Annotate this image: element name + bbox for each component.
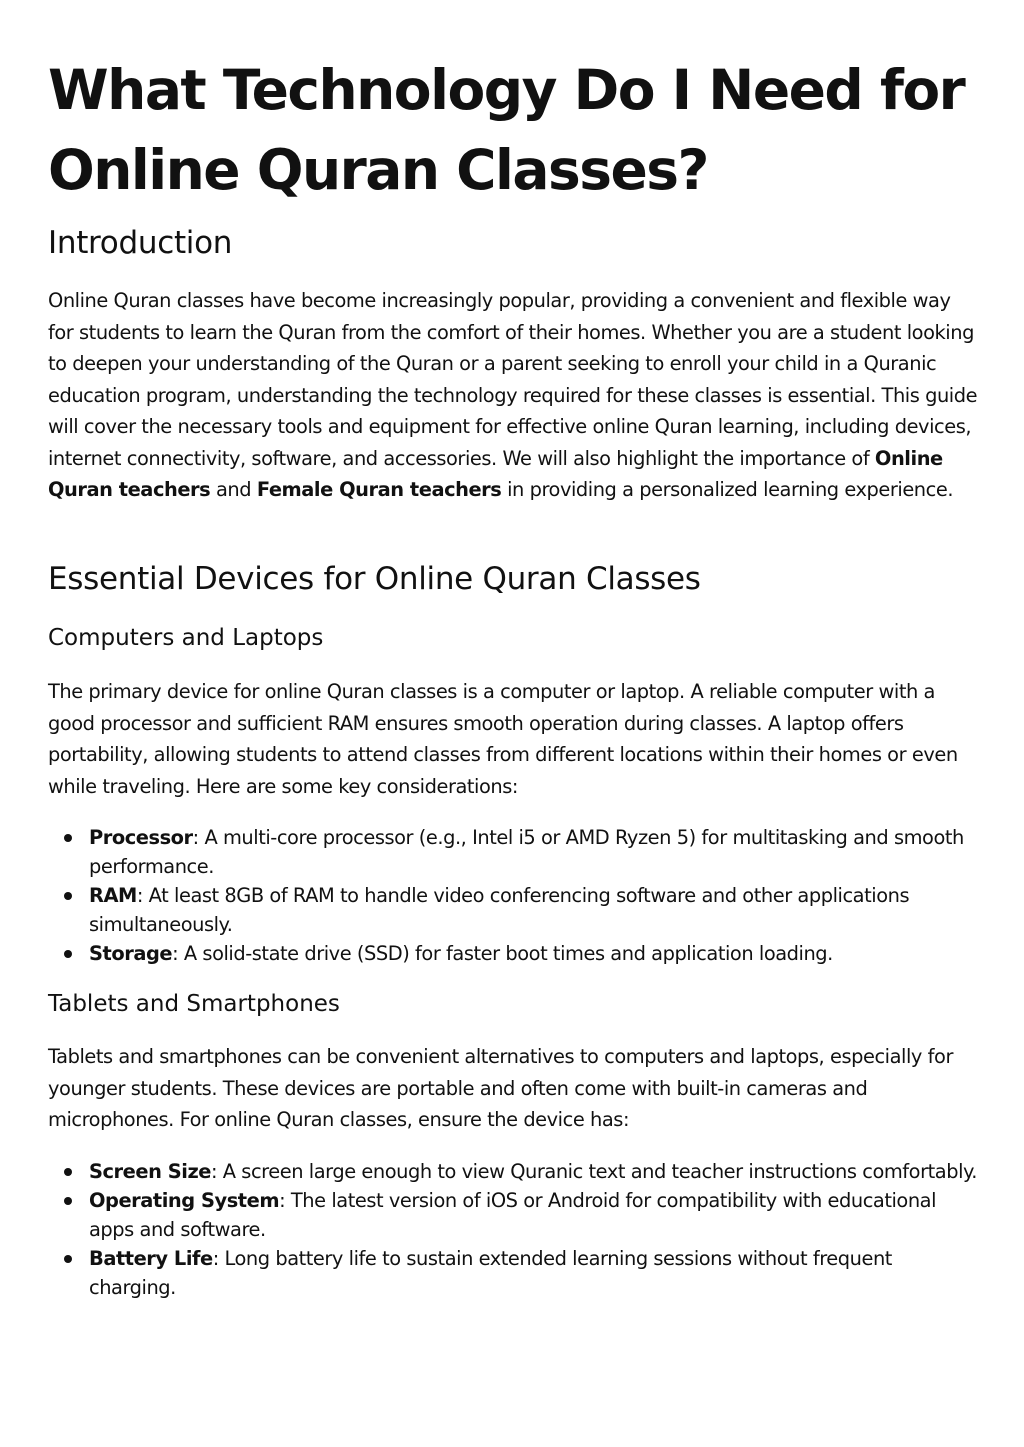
- bullet-icon: [64, 892, 72, 900]
- computers-laptops-heading: Computers and Laptops: [48, 625, 324, 651]
- list-item-term: Operating System: [89, 1189, 280, 1212]
- computers-paragraph: The primary device for online Quran classes is a computer or laptop. A reliable computer with a good processor and sufficient RAM ensures smooth operation during classes. A laptop offers portability, allowing students to attend classes from different locations within their homes or even while traveling. Here are some key considerations:: [48, 680, 958, 798]
- page-title: What Technology Do I Need for Online Quran Classes?: [48, 58, 965, 202]
- female-quran-teachers-bold: Female Quran teachers: [256, 478, 502, 501]
- list-item-text: : The latest version of iOS or Android for compatibility with educational apps and software.: [89, 1189, 937, 1241]
- tablets-smartphones-heading: Tablets and Smartphones: [48, 991, 340, 1017]
- bullet-icon: [64, 950, 72, 958]
- list-item-text: : At least 8GB of RAM to handle video conferencing software and other applications simultaneously.: [89, 884, 910, 936]
- list-item-term: Screen Size: [89, 1160, 211, 1183]
- intro-text-1: Online Quran classes have become increasingly popular, providing a convenient and flexible way for students to learn the Quran from the comfort of their homes. Whether you are a student looking to deepen your understanding of the Quran or a parent seeking to enroll your child in a Quranic education program, understanding the technology required for these classes is essential. This guide will cover the necessary tools and equipment for effective online Quran learning, including devices, internet connectivity, software, and accessories. We will also highlight the importance of: [48, 289, 978, 470]
- bullet-icon: [64, 1168, 72, 1176]
- list-item: [48, 1244, 978, 1302]
- list-item-term: Storage: [89, 942, 173, 965]
- list-item-term: Processor: [89, 826, 193, 849]
- intro-text-3: in providing a personalized learning experience.: [501, 478, 954, 501]
- introduction-paragraph: [48, 285, 978, 506]
- list-item: [48, 1186, 978, 1244]
- introduction-heading: Introduction: [48, 225, 233, 261]
- tablets-paragraph: Tablets and smartphones can be convenient alternatives to computers and laptops, especially for younger students. These devices are portable and often come with built-in cameras and microphones. For online Quran classes, ensure the device has:: [48, 1045, 953, 1131]
- list-item-text: : A screen large enough to view Quranic text and teacher instructions comfortably.: [210, 1160, 977, 1183]
- list-item: [48, 823, 978, 881]
- list-item-term: Battery Life: [89, 1247, 213, 1270]
- bullet-icon: [64, 1197, 72, 1205]
- list-item-text: : A multi-core processor (e.g., Intel i5 or AMD Ryzen 5) for multitasking and smooth performance.: [89, 826, 964, 878]
- list-item: [48, 881, 978, 939]
- bullet-icon: [64, 1255, 72, 1263]
- list-item: [48, 939, 978, 968]
- list-item-term: RAM: [89, 884, 137, 907]
- online-quran-teachers-bold: Online Quran teachers: [48, 446, 943, 501]
- list-item-text: : A solid-state drive (SSD) for faster boot times and application loading.: [172, 942, 833, 965]
- computers-considerations-list: [48, 823, 978, 968]
- bullet-icon: [64, 834, 72, 842]
- intro-text-2: and: [210, 478, 257, 501]
- tablets-requirements-list: [48, 1157, 978, 1302]
- list-item: [48, 1157, 978, 1186]
- essential-devices-heading: Essential Devices for Online Quran Classes: [48, 561, 701, 597]
- list-item-text: : Long battery life to sustain extended learning sessions without frequent charging.: [89, 1247, 892, 1299]
